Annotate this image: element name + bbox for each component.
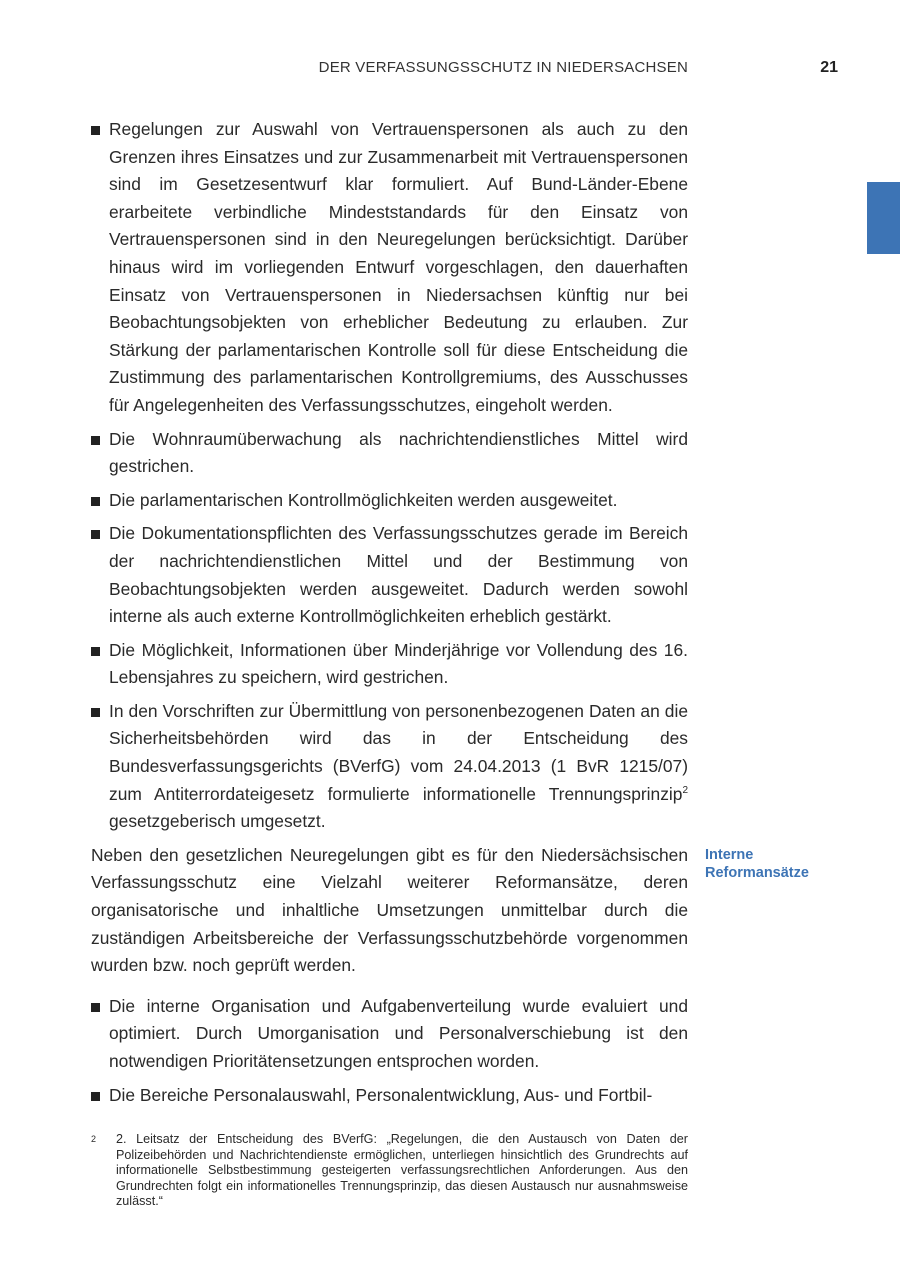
footnote-number: 2 bbox=[91, 1134, 97, 1144]
page-number: 21 bbox=[820, 59, 838, 76]
margin-note bbox=[705, 846, 845, 882]
margin-note-line: Interne bbox=[705, 847, 754, 863]
margin-note-line: Reformansätze bbox=[705, 865, 809, 881]
list-item: Die Wohnraumüberwachung als nachrichtendienstliches Mittel wird gestrichen. bbox=[91, 426, 688, 481]
bullet-list-top bbox=[91, 116, 688, 836]
list-item bbox=[91, 698, 688, 836]
list-item: Die Möglichkeit, Informationen über Minderjährige vor Vollendung des 16. Lebensjahres zu speichern, wird gestrichen. bbox=[91, 637, 688, 692]
list-item-text: gesetzgeberisch umgesetzt. bbox=[109, 811, 326, 832]
list-item: Die parlamentarischen Kontrollmöglichkeiten werden ausgeweitet. bbox=[91, 487, 688, 515]
footnote-text: 2. Leitsatz der Entscheidung des BVerfG: „Regelungen, die den Austausch von Daten der Polizeibehörden und Nachrichtendienste ermöglichen, unterliegen hinsichtlich des Grundrechts auf informationelle Selbstbestimmung gesteigerten verfassungsrechtlichen Anforderungen. Aus den Grundrechten folgt ein informationelles Trennungsprinzip, das diesen Austausch nur ausnahmsweise zulässt.“ bbox=[116, 1132, 688, 1209]
footnote-reference[interactable]: 2 bbox=[682, 784, 688, 796]
main-text bbox=[91, 116, 688, 1115]
list-item: Die Bereiche Personalauswahl, Personalentwicklung, Aus- und Fortbil- bbox=[91, 1082, 688, 1110]
list-item: Regelungen zur Auswahl von Vertrauenspersonen als auch zu den Grenzen ihres Einsatzes und zur Zusammenarbeit mit Vertrauenspersonen sind im Gesetzesentwurf klar formuliert. Auf Bund-Länder-Ebene erarbeitete verbindliche Mindeststandards für den Einsatz von Vertrauenspersonen sind in den Neuregelungen berücksichtigt. Darüber hinaus wird im vorliegenden Entwurf vorgeschlagen, den dauerhaften Einsatz von Vertrauenspersonen in Niedersachsen künftig nur bei Beobachtungsobjekten von erheblicher Bedeutung zu erlauben. Zur Stärkung der parlamentarischen Kontrolle soll für diese Entscheidung die Zustimmung des parlamentarischen Kontrollgremiums, des Ausschusses für Angelegenheiten des Verfassungsschutzes, eingeholt werden. bbox=[91, 116, 688, 420]
chapter-tab-marker bbox=[867, 182, 900, 254]
bullet-list-bottom bbox=[91, 993, 688, 1109]
running-header: DER VERFASSUNGSSCHUTZ IN NIEDERSACHSEN bbox=[318, 59, 688, 76]
list-item: Die Dokumentationspflichten des Verfassungsschutzes gerade im Bereich der nachrichtendienstlichen Mittel und der Bestimmung von Beobachtungsobjekten werden ausgeweitet. Dadurch werden sowohl interne als auch externe Kontrollmöglichkeiten erheblich gestärkt. bbox=[91, 520, 688, 630]
list-item: Die interne Organisation und Aufgabenverteilung wurde evaluiert und optimiert. Durch Umorganisation und Personalverschiebung ist den notwendigen Prioritätensetzungen entsprochen worden. bbox=[91, 993, 688, 1076]
body-paragraph: Neben den gesetzlichen Neuregelungen gibt es für den Niedersächsischen Verfassungsschutz eine Vielzahl weiterer Reformansätze, deren organisatorische und inhaltliche Umsetzungen unmittelbar durch die zuständigen Arbeitsbereiche der Verfassungsschutzbehörde vorgenommen wurden bzw. noch geprüft werden. bbox=[91, 844, 688, 976]
list-item-text: In den Vorschriften zur Übermittlung von personenbezogenen Daten an die Sicherheitsbehörden wird das in der Entscheidung des Bundesverfassungsgerichts (BVerfG) vom 24.04.2013 (1 BvR 1215/07) zum Antiterrordateigesetz formulierte informationelle Trennungsprinzip bbox=[109, 700, 688, 804]
footnote bbox=[91, 1132, 688, 1210]
